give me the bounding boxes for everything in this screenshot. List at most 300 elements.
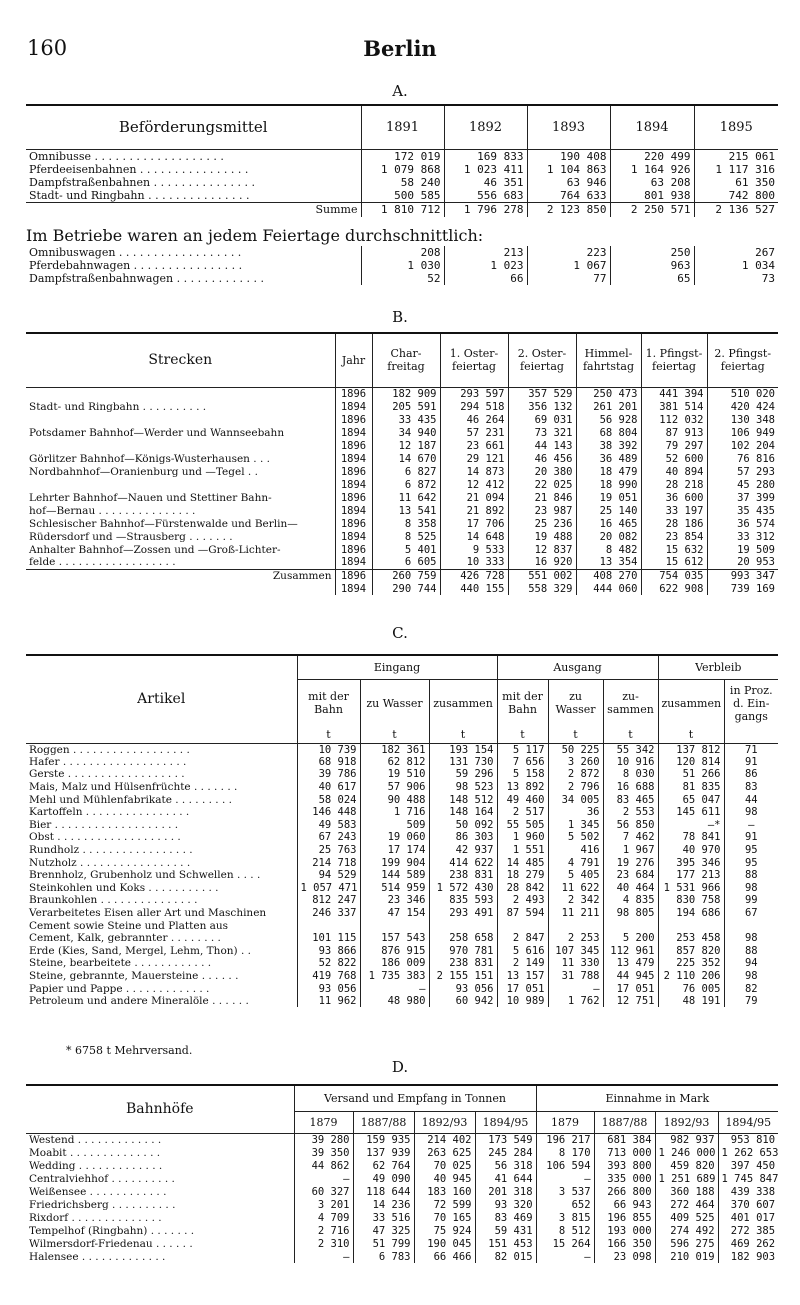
section-d-label: D. [391,1058,409,1076]
row-label: Bier . . . . . . . . . . . . . . . . . . . [29,818,179,831]
page-header [27,36,773,64]
total-value: 444 060 [576,582,641,595]
cell-value: 357 529 [508,387,576,400]
cell-value: 182 909 [372,387,440,400]
c-header-artikel: Artikel [137,690,186,707]
cell-value: 39 786 [297,768,360,781]
cell-value: 41 644 [475,1172,536,1185]
table-a [26,104,778,217]
cell-value: 742 800 [694,189,778,203]
cell-value: 130 348 [707,413,778,426]
row-label: Gerste . . . . . . . . . . . . . . . . . . [29,768,185,781]
d-year: 1887/88 [353,1111,414,1133]
table-row [26,882,778,895]
cell-value: 19 051 [576,491,641,504]
cell-value: 238 831 [429,869,497,882]
cell-value: 36 489 [576,452,641,465]
d-group-versand: Versand und Empfang in Tonnen [294,1085,536,1111]
cell-value: 7 656 [497,756,548,769]
cell-value: 1 030 [361,259,444,272]
cell-value: 69 031 [508,413,576,426]
cell-value: 681 384 [594,1133,655,1146]
row-label: Erde (Kies, Sand, Mergel, Lehm, Thon) . . [29,944,251,957]
d-year: 1892/93 [414,1111,475,1133]
row-label: Pferdebahnwagen . . . . . . . . . . . . . . . . [29,259,243,272]
cell-value: 10 989 [497,995,548,1008]
cell-value: 7 462 [603,831,658,844]
cell-value: 14 485 [497,856,548,869]
cell-value: 13 541 [372,504,440,517]
cell-value: 34 940 [372,426,440,439]
cell-value: 12 412 [440,478,508,491]
row-label: Rixdorf . . . . . . . . . . . . . . [29,1211,162,1224]
sum-value: 1 810 712 [361,202,444,217]
cell-value: 10 916 [603,756,658,769]
c-footnote: * 6758 t Mehrversand. [66,1044,193,1057]
cell-value: 294 518 [440,400,508,413]
total-label [26,582,335,595]
cell-value: 2 716 [294,1224,353,1237]
cell-value: 830 758 [658,894,724,907]
cell-value: 55 505 [497,819,548,832]
table-row [26,530,778,543]
cell-value: 5 200 [603,932,658,945]
row-year: 1894 [335,452,372,465]
cell-value: 190 408 [527,149,610,163]
row-label: Moabit . . . . . . . . . . . . . . [29,1146,161,1159]
cell-value: 72 599 [414,1198,475,1211]
cell-value: 106 949 [707,426,778,439]
cell-value: 78 841 [658,831,724,844]
cell-value: 393 800 [594,1159,655,1172]
cell-value: 51 799 [353,1237,414,1250]
table-row [26,756,778,769]
cell-value: 2 110 206 [658,970,724,983]
cell-value: 6 783 [353,1250,414,1263]
row-label: Pferdeeisenbahnen . . . . . . . . . . . . . . . . [29,162,249,176]
cell-value: 18 479 [576,465,641,478]
cell-value: 214 718 [297,856,360,869]
table-row [26,1146,778,1159]
cell-value: 46 264 [440,413,508,426]
table-row [26,982,778,995]
d-year: 1894/95 [718,1111,778,1133]
cell-value: 19 060 [360,831,429,844]
cell-value: 225 352 [658,957,724,970]
cell-value: 13 354 [576,556,641,569]
table-row [26,1198,778,1211]
cell-value: 159 935 [353,1133,414,1146]
cell-value: 835 593 [429,894,497,907]
cell-value: 11 211 [548,907,603,920]
table-row [26,1172,778,1185]
total-value: 739 169 [707,582,778,595]
cell-value: 213 [444,246,527,259]
cell-value: 263 625 [414,1146,475,1159]
cell-value: 11 642 [372,491,440,504]
row-label: Obst . . . . . . . . . . . . . . . . . . . [29,831,181,844]
cell-value: 196 217 [536,1133,594,1146]
cell-value: 190 045 [414,1237,475,1250]
cell-value: 56 318 [475,1159,536,1172]
table-row [26,504,778,517]
cell-value: 17 706 [440,517,508,530]
cell-value: 963 [610,259,694,272]
cell-value: 82 015 [475,1250,536,1263]
cell-value: 272 385 [718,1224,778,1237]
cell-value: — [294,1172,353,1185]
cell-value: 46 456 [508,452,576,465]
cell-value: 44 [724,793,778,806]
cell-value: 17 051 [603,982,658,995]
cell-value: 2 517 [497,806,548,819]
c-unit: t [658,727,724,743]
c-unit: t [297,727,360,743]
d-year: 1879 [536,1111,594,1133]
cell-value: 172 019 [361,149,444,163]
cell-value: 8 482 [576,543,641,556]
cell-value: 93 056 [429,982,497,995]
cell-value: 169 833 [444,149,527,163]
c-group-eingang: Eingang [297,655,497,679]
cell-value: 258 658 [429,932,497,945]
cell-value: 1 762 [548,995,603,1008]
cell-value: 210 019 [655,1250,718,1263]
total-value: 260 759 [372,569,440,582]
cell-value: 10 739 [297,743,360,756]
table-row [26,793,778,806]
row-label: Papier und Pappe . . . . . . . . . . . . . [29,982,210,995]
cell-value: 801 938 [610,189,694,203]
row-label: Rundholz . . . . . . . . . . . . . . . . . [29,844,193,857]
cell-value: 71 [724,743,778,756]
d-year: 1887/88 [594,1111,655,1133]
table-row [26,1237,778,1250]
cell-value: 40 945 [414,1172,475,1185]
total-value: 426 728 [440,569,508,582]
cell-value: 60 942 [429,995,497,1008]
cell-value: 25 763 [297,844,360,857]
b-header-day: 2. Pfingst-feiertag [707,333,778,387]
row-label [26,478,335,491]
cell-value: 112 032 [641,413,707,426]
cell-value: 3 537 [536,1185,594,1198]
cell-value: 2 310 [294,1237,353,1250]
table-row [26,452,778,465]
cell-value: —* [658,819,724,832]
cell-value: 137 812 [658,743,724,756]
cell-value: 86 303 [429,831,497,844]
page-title: Berlin [363,36,437,61]
cell-value: 469 262 [718,1237,778,1250]
cell-value: 177 213 [658,869,724,882]
c-unit: t [497,727,548,743]
cell-value: 87 913 [641,426,707,439]
cell-value: — [724,819,778,832]
table-b [26,332,778,595]
table-row [26,465,778,478]
cell-value: 245 284 [475,1146,536,1159]
cell-value: 397 450 [718,1159,778,1172]
cell-value: 3 201 [294,1198,353,1211]
cell-value: 28 842 [497,882,548,895]
cell-value [360,919,429,932]
cell-value: 201 318 [475,1185,536,1198]
row-year: 1896 [335,465,372,478]
b-header-jahr: Jahr [335,333,372,387]
table-row [26,1250,778,1263]
cell-value: 44 143 [508,439,576,452]
cell-value: 45 280 [707,478,778,491]
cell-value: 95 [724,844,778,857]
cell-value: 370 607 [718,1198,778,1211]
cell-value: 33 197 [641,504,707,517]
row-label: felde . . . . . . . . . . . . . . . . . . [29,556,176,569]
row-label: Hafer . . . . . . . . . . . . . . . . . . . [29,755,187,768]
cell-value: 52 [361,272,444,285]
cell-value: 3 815 [536,1211,594,1224]
cell-value: 335 000 [594,1172,655,1185]
cell-value: 1 023 411 [444,163,527,176]
a-header-year: 1891 [361,105,444,149]
cell-value: 91 [724,831,778,844]
cell-value: 214 402 [414,1133,475,1146]
table-row [26,919,778,932]
cell-value: 46 351 [444,176,527,189]
cell-value: 215 061 [694,149,778,163]
cell-value: 223 [527,246,610,259]
d-year: 1894/95 [475,1111,536,1133]
cell-value: 274 492 [655,1224,718,1237]
cell-value: 12 187 [372,439,440,452]
cell-value: 98 [724,970,778,983]
cell-value: 5 401 [372,543,440,556]
a-header-year: 1893 [527,105,610,149]
table-row [26,806,778,819]
cell-value: 83 469 [475,1211,536,1224]
cell-value: 70 165 [414,1211,475,1224]
section-a-label: A. [392,82,408,100]
cell-value: 1 745 847 [718,1172,778,1185]
row-label: Halensee . . . . . . . . . . . . . [29,1250,166,1263]
cell-value: 439 338 [718,1185,778,1198]
table-row [26,970,778,983]
total-value: 622 908 [641,582,707,595]
table-row [26,1159,778,1172]
cell-value: 2 155 151 [429,970,497,983]
cell-value: 57 293 [707,465,778,478]
cell-value: 713 000 [594,1146,655,1159]
cell-value: 2 872 [548,768,603,781]
cell-value: 381 514 [641,400,707,413]
cell-value: 16 688 [603,781,658,794]
cell-value: 36 [548,806,603,819]
cell-value: 98 523 [429,781,497,794]
row-year: 1894 [335,478,372,491]
cell-value [429,919,497,932]
cell-value: 17 174 [360,844,429,857]
cell-value: 1 572 430 [429,882,497,895]
sum-value: 2 250 571 [610,202,694,217]
cell-value: 66 [444,272,527,285]
cell-value: 401 017 [718,1211,778,1224]
cell-value: 23 987 [508,504,576,517]
table-row [26,400,778,413]
row-label: hof—Bernau . . . . . . . . . . . . . . . [29,504,196,517]
total-value: 408 270 [576,569,641,582]
cell-value: 8 525 [372,530,440,543]
table-row [26,831,778,844]
c-subhead: zu-sammen [603,679,658,727]
cell-value: 23 098 [594,1250,655,1263]
cell-value: 2 342 [548,894,603,907]
total-value: 754 035 [641,569,707,582]
cell-value: 9 533 [440,543,508,556]
cell-value: 253 458 [658,932,724,945]
cell-value: 1 034 [694,259,778,272]
cell-value: 8 512 [536,1224,594,1237]
table-row [26,1211,778,1224]
cell-value: 1 067 [527,259,610,272]
table-row [26,189,778,203]
cell-value: 14 873 [440,465,508,478]
cell-value: 68 918 [297,756,360,769]
cell-value: 12 751 [603,995,658,1008]
cell-value: 250 473 [576,387,641,400]
cell-value: 65 [610,272,694,285]
cell-value: 1 716 [360,806,429,819]
cell-value: 47 325 [353,1224,414,1237]
table-d [26,1084,778,1263]
cell-value: 137 939 [353,1146,414,1159]
table-row [26,781,778,794]
cell-value: 186 009 [360,957,429,970]
row-label: Anhalter Bahnhof—Zossen und —Groß-Lichter- [29,543,281,556]
cell-value: 1 960 [497,831,548,844]
total-year: 1894 [335,582,372,595]
cell-value: 20 953 [707,556,778,569]
cell-value: 1 262 653 [718,1146,778,1159]
cell-value [297,919,360,932]
total-value: 558 329 [508,582,576,595]
cell-value [724,919,778,932]
cell-value: 11 330 [548,957,603,970]
cell-value: 107 345 [548,945,603,958]
cell-value: 25 140 [576,504,641,517]
cell-value: 208 [361,246,444,259]
a-subheading: Im Betriebe waren an jedem Feiertage durchschnittlich: [26,226,484,245]
cell-value: 87 594 [497,907,548,920]
cell-value: 250 [610,246,694,259]
cell-value: 101 115 [297,932,360,945]
row-label: Omnibuswagen . . . . . . . . . . . . . . . . . . [29,246,242,259]
cell-value: 238 831 [429,957,497,970]
row-label: Schlesischer Bahnhof—Fürstenwalde und Berlin— [29,517,298,530]
c-subhead: zu Wasser [360,679,429,727]
cell-value: 63 208 [610,176,694,189]
cell-value: 44 862 [294,1159,353,1172]
cell-value: 14 648 [440,530,508,543]
cell-value: 2 149 [497,957,548,970]
cell-value: 8 170 [536,1146,594,1159]
cell-value: 21 892 [440,504,508,517]
row-label [26,439,335,452]
cell-value: 23 661 [440,439,508,452]
table-row [26,426,778,439]
cell-value: 67 [724,907,778,920]
cell-value: 16 465 [576,517,641,530]
cell-value: 58 240 [361,176,444,189]
row-year: 1894 [335,556,372,569]
b-header-day: 1. Pfingst-feiertag [641,333,707,387]
cell-value: 15 612 [641,556,707,569]
cell-value: 395 346 [658,856,724,869]
table-row [26,844,778,857]
cell-value: 94 529 [297,869,360,882]
cell-value: 60 327 [294,1185,353,1198]
cell-value: 1 531 966 [658,882,724,895]
cell-value: 293 597 [440,387,508,400]
cell-value: 220 499 [610,149,694,163]
cell-value: 19 509 [707,543,778,556]
cell-value: 33 516 [353,1211,414,1224]
cell-value: 35 435 [707,504,778,517]
cell-value: — [536,1250,594,1263]
cell-value: 266 800 [594,1185,655,1198]
row-label: Mehl und Mühlenfabrikate . . . . . . . . . [29,793,232,806]
row-year: 1894 [335,400,372,413]
cell-value: 98 [724,932,778,945]
cell-value: 19 488 [508,530,576,543]
cell-value: 157 543 [360,932,429,945]
cell-value: 57 231 [440,426,508,439]
row-label: Roggen . . . . . . . . . . . . . . . . . . [29,743,190,756]
cell-value: 67 243 [297,831,360,844]
table-c [26,654,778,1007]
cell-value: 62 812 [360,756,429,769]
cell-value: 416 [548,844,603,857]
table-row [26,894,778,907]
table-row [26,1133,778,1146]
row-label: Kartoffeln . . . . . . . . . . . . . . . . [29,806,190,819]
cell-value: 79 297 [641,439,707,452]
row-year: 1894 [335,426,372,439]
table-row [26,163,778,176]
cell-value: 18 990 [576,478,641,491]
cell-value: 98 [724,882,778,895]
cell-value: 112 961 [603,945,658,958]
cell-value: 40 464 [603,882,658,895]
cell-value: 183 160 [414,1185,475,1198]
cell-value: 420 424 [707,400,778,413]
cell-value: 261 201 [576,400,641,413]
cell-value: 1 551 [497,844,548,857]
cell-value: 13 892 [497,781,548,794]
total-label: Zusammen [272,569,332,582]
cell-value: 5 502 [548,831,603,844]
cell-value: 812 247 [297,894,360,907]
row-label: Dampfstraßenbahnen . . . . . . . . . . . . . . . [29,175,256,189]
b-header-day: Himmel-fahrtstag [576,333,641,387]
cell-value: 20 380 [508,465,576,478]
row-label: Nordbahnhof—Oranienburg und —Tegel . . [29,465,258,478]
cell-value: 42 937 [429,844,497,857]
cell-value: 17 051 [497,982,548,995]
table-row [26,176,778,189]
cell-value: 1 735 383 [360,970,429,983]
c-subhead: zusammen [429,679,497,727]
table-row [26,556,778,569]
